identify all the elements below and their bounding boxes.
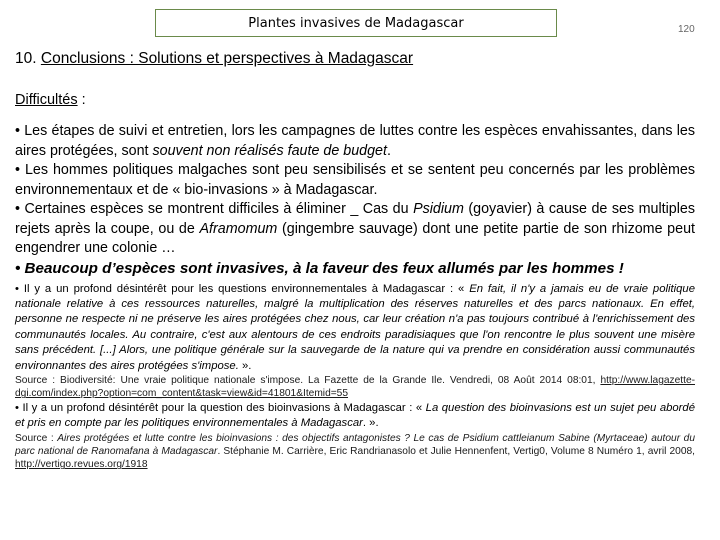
quote-bioinvasions-end: . ».: [362, 417, 379, 430]
difficulties-heading: [15, 92, 695, 108]
bullet-budget: [15, 122, 695, 161]
quote-bioinvasions-italic: La question des bioinvasions est un sujet peu abordé et pris en compte par les politiques environnementales à Madagascar: [15, 401, 695, 430]
quote-politics-italic: En fait, il n'y a jamais eu de vraie politique nationale relative à ces ressources naturelles, malgré la multiplication des réserves naturelles et des parcs nationaux. En effet, personne ne respecte ni ne préserve les aires protégées chez nous, car leur création n'a pas toujours contribué à l'enrichissement des communautés locales. Au contraire, c'est aux alentours de ces endroits paradisiaques que l'on rencontre le plus souvent une misère sans précédent. [...] Alors, une politique générale sur la sauvegarde de la nature qui va prendre en considération aussi communautés environnantes des aires protégées s'impose.: [15, 282, 695, 372]
main-content: [15, 92, 695, 472]
source-vertigo-italic: Aires protégées et lutte contre les bioinvasions : des objectifs antagonistes ? Le cas de Psidium cattleianum Sabine (Myrtaceae) autour du parc national de Ranomafana à Madagascar: [15, 432, 695, 457]
difficulties-label: Difficultés: [15, 92, 78, 108]
source-vertigo: [15, 432, 695, 472]
section-number: 10.: [15, 50, 37, 67]
header-title: Plantes invasives de Madagascar: [248, 15, 464, 31]
psidium-name: Psidium: [413, 201, 464, 217]
section-title-text: Conclusions : Solutions et perspectives à Madagascar: [40, 50, 414, 67]
page-number: 120: [678, 24, 695, 35]
section-title: [15, 50, 413, 68]
quote-politics-lead: • Il y a un profond désintérêt pour les questions environnementales à Madagascar : «: [15, 282, 470, 295]
source-gazette: [15, 374, 695, 401]
source-gazette-text: Source : Biodiversité: Une vraie politique nationale s'impose. La Fazette de la Grande Ile. Vendredi, 08 Août 2014 08:01,: [15, 374, 601, 386]
difficulties-suffix: :: [77, 92, 86, 108]
bullet-fires: • Beaucoup d’espèces sont invasives, à la faveur des feux allumés par les hommes !: [15, 259, 624, 277]
header-title-box: [155, 9, 557, 37]
bullet-budget-italic: souvent non réalisés faute de budget: [152, 142, 387, 159]
quote-bioinvasions-lead: • Il y a un profond désintérêt pour la question des bioinvasions à Madagascar : «: [15, 401, 426, 414]
source-vertigo-a: Source :: [15, 432, 58, 444]
source-gazette-link[interactable]: http://www.lagazette-dgi.com/index.php?option=com_content&task=view&id=41801&Itemid=55: [15, 374, 695, 400]
source-vertigo-b: . Stéphanie M. Carrière, Eric Randrianasolo et Julie Hennenfent, Vertig0, Volume 8 Numéro 1, avril 2008,: [217, 445, 695, 457]
quote-bioinvasions: [15, 401, 695, 432]
bullet-species-text-b: (goyavier) à cause de ses multiples rejets après la coupe, ou de: [15, 201, 695, 237]
quote-politics: [15, 282, 695, 374]
bullet-species-text-a: • Certaines espèces se montrent difficiles à éliminer _ Cas du: [15, 201, 414, 217]
bullet-species: [15, 200, 695, 259]
quote-politics-end: ».: [238, 359, 252, 372]
aframomum-name: Aframomum: [199, 220, 278, 237]
bullet-politicians: • Les hommes politiques malgaches sont peu sensibilisés et se sentent peu concernés par les problèmes environnementaux et de « bio-invasions » à Madagascar.: [15, 162, 695, 198]
bullet-budget-text: • Les étapes de suivi et entretien, lors les campagnes de luttes contre les espèces envahissantes, dans les aires protégées, sont: [15, 123, 695, 159]
source-vertigo-link[interactable]: http://vertigo.revues.org/1918: [15, 459, 148, 471]
bullet-budget-end: .: [386, 142, 391, 159]
bullet-species-text-c: (gingembre sauvage) dont une petite partie de son rhizome peut engendrer une colonie …: [15, 220, 695, 256]
